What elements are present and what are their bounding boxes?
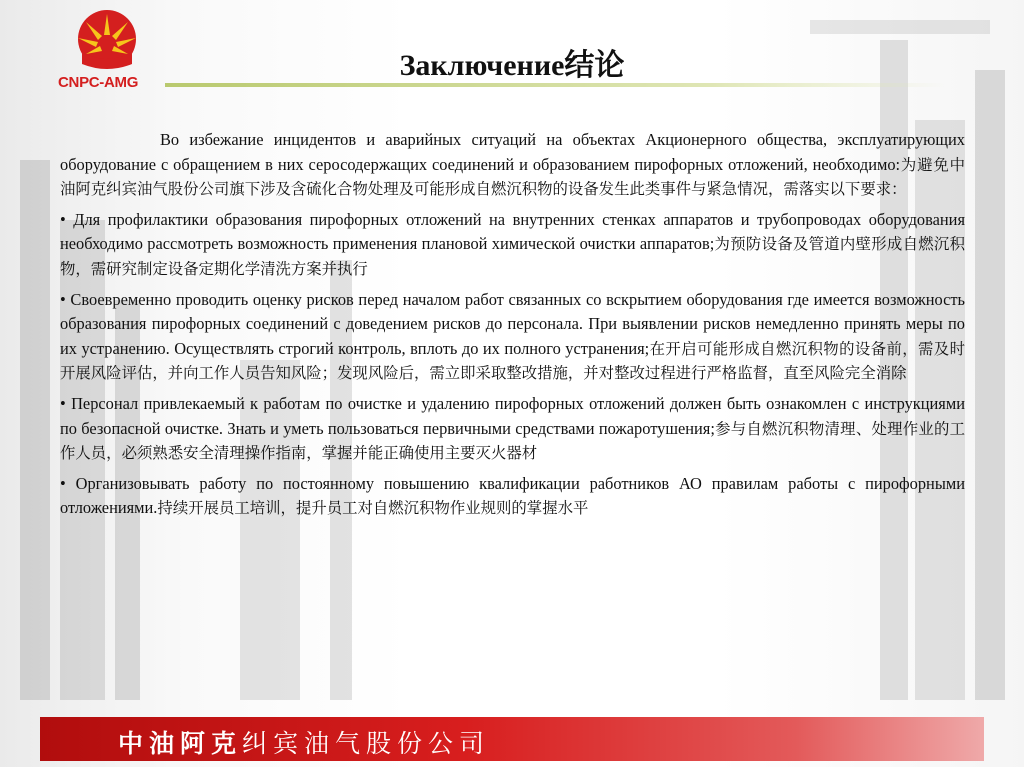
page-title: Заключение结论 bbox=[399, 49, 625, 82]
bullet-text-zh: 在开启可能形成自燃沉积物的设备前，需及时开展风险评估，并向工作人员告知风险；发现风险后，需立即采取整改措施，并对整改过程进行严格监督，直至风险完全消除 bbox=[60, 339, 965, 383]
bullet-symbol: • bbox=[60, 209, 66, 229]
footer-name-bold: 中油阿克 bbox=[118, 729, 243, 758]
bullet-text-ru: Персонал привлекаемый к работам по очистке и удалению пирофорных отложений должен быть ознакомлен с инструкциями по безопасной очистке. Знать и уметь пользоваться первичными средствами пожаротушения; bbox=[60, 393, 965, 438]
intro-paragraph bbox=[60, 128, 965, 202]
footer-bar bbox=[40, 717, 984, 761]
bullet-text-ru: Своевременно проводить оценку рисков перед началом работ связанных со вскрытием оборудования где имеется возможность образования пирофорных соединений с доведением рисков до персонала. При выявлении рисков немедленно принять меры по их устранению. Осуществлять строгий контроль, вплоть до их полного устранения; bbox=[60, 289, 965, 358]
intro-text-ru: Во избежание инцидентов и аварийных ситуаций на объектах Акционерного общества, эксплуатирующих оборудование с обращением в них серосодержащих соединений и образованием пирофорных отложений, необходимо: bbox=[60, 130, 965, 174]
bullet-symbol: • bbox=[60, 473, 66, 493]
bullet-symbol: • bbox=[60, 393, 66, 413]
footer-company-name bbox=[118, 724, 490, 760]
footer-name-rest: 纠宾油气股份公司 bbox=[242, 729, 491, 758]
bullet-text-zh: 参与自燃沉积物清理、处理作业的工作人员，必须熟悉安全清理操作指南，掌握并能正确使用主要灭火器材 bbox=[60, 419, 965, 463]
bullet-text-zh: 持续开展员工培训，提升员工对自燃沉积物作业规则的掌握水平 bbox=[157, 499, 589, 518]
bullet-symbol: • bbox=[60, 289, 66, 309]
bullet-item bbox=[60, 472, 965, 521]
content-body bbox=[60, 128, 965, 527]
logo-text: CNPC-AMG bbox=[58, 74, 139, 91]
bullet-text-zh: 为预防设备及管道内壁形成自燃沉积物，需研究制定设备定期化学清洗方案并执行 bbox=[60, 235, 965, 278]
bullet-item bbox=[60, 208, 965, 282]
bullet-item bbox=[60, 392, 965, 466]
intro-text-zh: 为避免中油阿克纠宾油气股份公司旗下涉及含硫化合物处理及可能形成自燃沉积物的设备发生此类事件与紧急情况，需落实以下要求： bbox=[60, 155, 965, 199]
bullet-text-ru: Для профилактики образования пирофорных отложений на внутренних стенках аппаратов и трубопроводах оборудования необходимо рассмотреть возможность применения плановой химической очистки аппаратов; bbox=[60, 209, 965, 254]
bullet-item bbox=[60, 288, 965, 386]
title-underline bbox=[165, 83, 945, 87]
bullet-text-ru: Организовывать работу по постоянному повышению квалификации работников АО правилам работы с пирофорными отложениями. bbox=[60, 473, 965, 518]
